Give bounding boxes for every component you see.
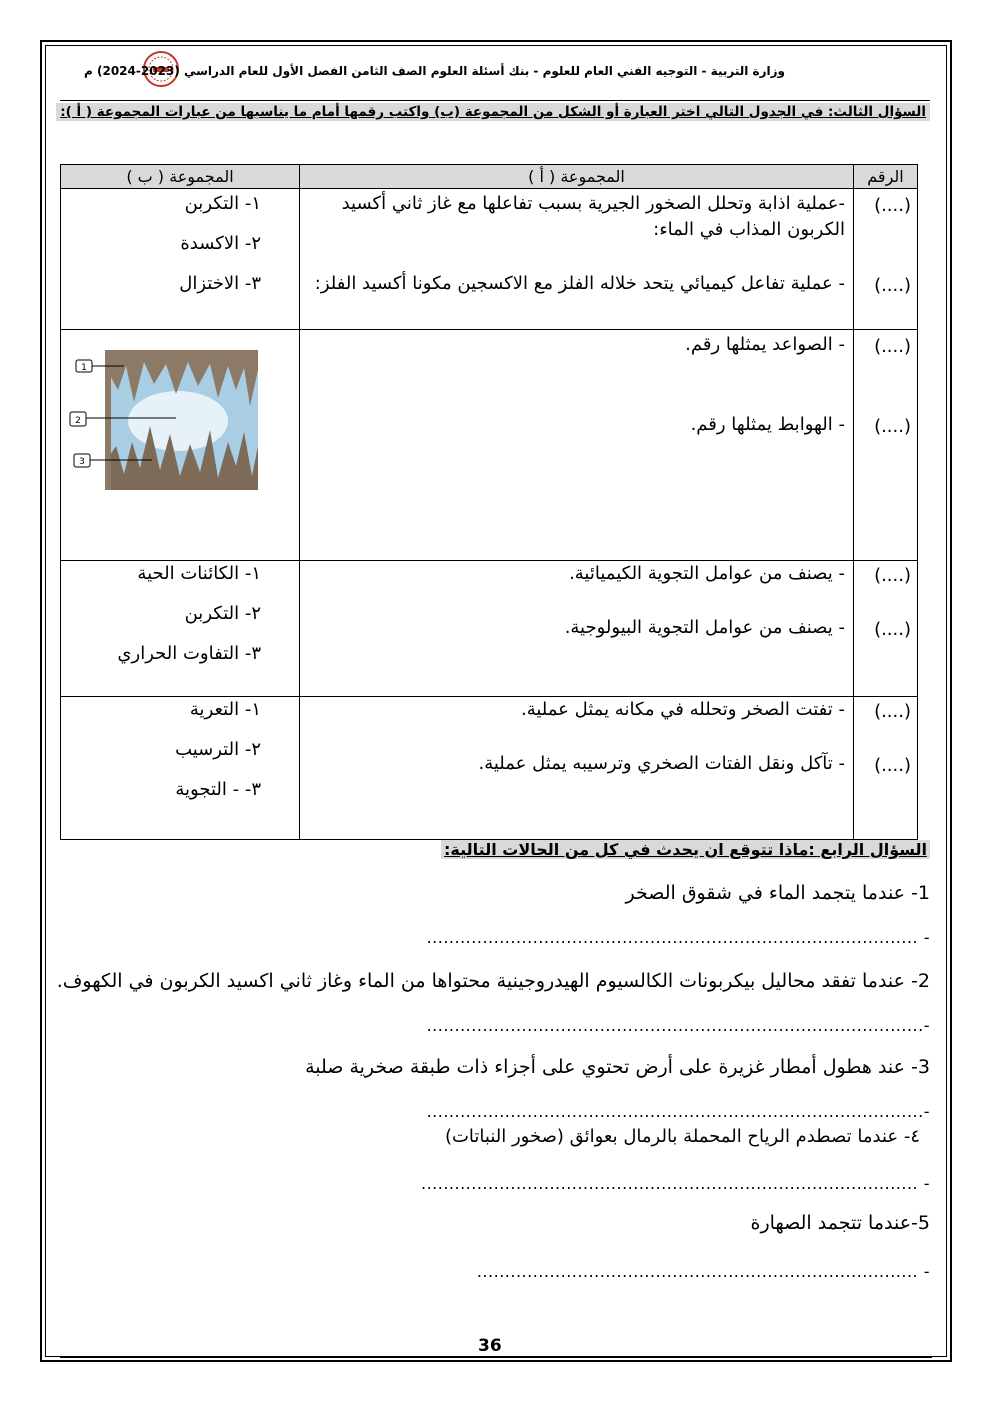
answer-blank[interactable]: (....) [874,619,911,640]
answer-blank[interactable]: (....) [874,565,911,586]
statement: - يصنف من عوامل التجوية الكيميائية. [569,563,845,584]
option: ٣- التفاوت الحراري [117,643,261,664]
statement: - تفتت الصخر وتحلله في مكانه يمثل عملية. [520,699,845,720]
answer-line[interactable]: -......................................................................................... [426,1102,930,1121]
statement: - عملية تفاعل كيميائي يتحد خلاله الفلز مع الاكسجين مكونا أكسيد الفلز: [314,273,845,294]
answer-line[interactable]: - ........................................................................................ [426,928,930,947]
table-row [61,561,918,697]
question-item: 5-عندما تتجمد الصهارة [750,1212,930,1234]
statement: - الهوابط يمثلها رقم. [690,414,845,435]
answer-blank[interactable]: (....) [874,275,911,296]
figure-label-3: 3 [79,457,85,467]
option: ٣- - التجوية [175,779,261,800]
option: ٣- الاختزال [179,273,261,294]
answer-blank[interactable]: (....) [874,701,911,722]
header-num: الرقم [854,165,918,189]
page-number: 36 [478,1336,502,1356]
cave-diagram [68,346,260,492]
table-row [61,189,918,330]
question-item: 2- عندما تفقد محاليل بيكربونات الكالسيوم الهيدروجينية محتواها من الماء وغاز ثاني اكسيد الكربون في الكهوف. [56,970,930,992]
question4-title: السؤال الرابع :ماذا تتوقع ان يحدث في كل من الحالات التالية: [441,840,930,859]
answer-line[interactable]: -......................................................................................... [426,1016,930,1035]
answer-blank[interactable]: (....) [874,336,911,357]
figure-label-1: 1 [81,363,87,373]
question-item: ٤- عندما تصطدم الرياح المحملة بالرمال بعوائق (صخور النباتات) [444,1126,920,1147]
statement: - تآكل ونقل الفتات الصخري وترسيبه يمثل عملية. [478,753,845,774]
answer-blank[interactable]: (....) [874,195,911,216]
option: ١- الكائنات الحية [137,563,261,584]
question-item: 3- عند هطول أمطار غزيرة على أرض تحتوي على أجزاء ذات طبقة صخرية صلبة [305,1056,930,1078]
question3-title: السؤال الثالث: في الجدول التالي اختر العبارة أو الشكل من المجموعة (ب) واكتب رقمها أمام ما يناسبها من عبارات المجموعة ( أ ): [60,104,930,120]
header-group-a: المجموعة ( أ ) [300,165,854,189]
table-row [61,697,918,840]
option: ١- التعرية [189,699,261,720]
header-group-b: المجموعة ( ب ) [61,165,300,189]
answer-line[interactable]: - ......................................................................................... [420,1174,930,1193]
statement: - الصواعد يمثلها رقم. [685,334,845,355]
statement: -عملية اذابة وتحلل الصخور الجيرية بسبب تفاعلها مع غاز ثاني أكسيد [341,193,845,214]
statement: الكربون المذاب في الماء: [653,219,845,240]
answer-line[interactable]: - ............................................................................... [476,1262,930,1281]
statement: - يصنف من عوامل التجوية البيولوجية. [564,617,845,638]
question-item: 1- عندما يتجمد الماء في شقوق الصخر [625,882,930,904]
answer-blank[interactable]: (....) [874,416,911,437]
option: ٢- الاكسدة [180,233,261,254]
option: ١- التكربن [184,193,261,214]
header-rule [60,100,930,101]
matching-table [60,164,918,840]
option: ٢- الترسيب [175,739,261,760]
answer-blank[interactable]: (....) [874,755,911,776]
footer-rule [60,1357,932,1358]
option: ٢- التكربن [184,603,261,624]
header-text: وزارة التربية - التوجيه الفني العام للعلوم - بنك أسئلة العلوم الصف الثامن الفصل الأول للعام الدراسي (2023-2024) م [84,64,785,78]
figure-label-2: 2 [75,416,81,426]
